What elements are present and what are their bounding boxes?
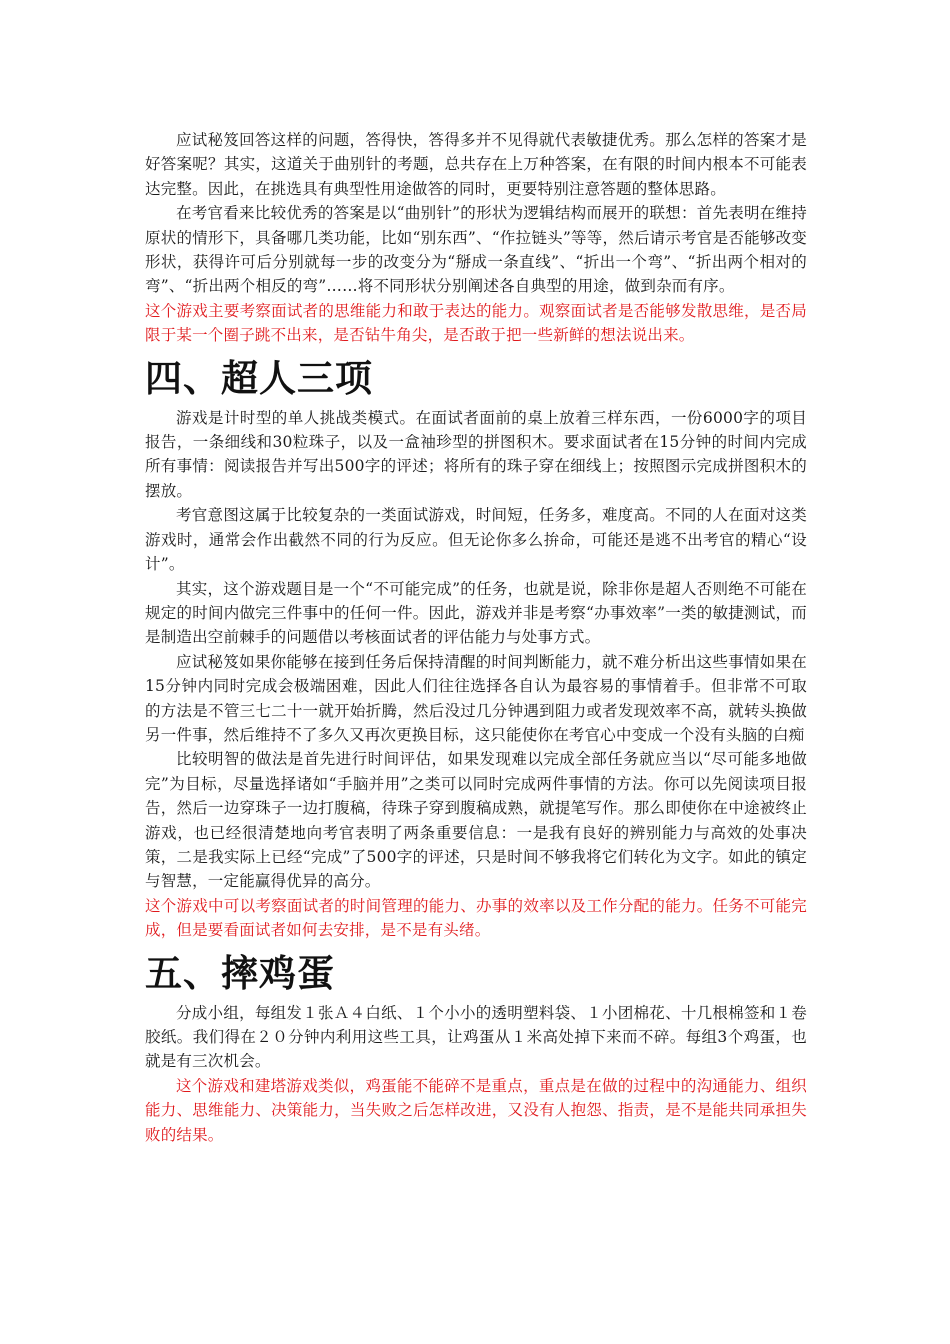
paragraph-smart-approach: 比较明智的做法是首先进行时间评估，如果发现难以完成全部任务就应当以“尽可能多地做完”为目标，尽量选择诸如“手脑并用”之类可以同时完成两件事情的方法。你可以先阅读项目报告，然后一边穿珠子一边打腹稿，待珠子穿到腹稿成熟，就提笔写作。那么即使你在中途被终止游戏，也已经很清楚地向考官表明了两条重要信息：一是我有良好的辨别能力与高效的处事决策，二是我实际上已经“完成”了500字的评述，只是时间不够我将它们转化为文字。如此的镇定与智慧，一定能赢得优异的高分。 — [145, 750, 807, 891]
note-superman-game: 这个游戏中可以考察面试者的时间管理的能力、办事的效率以及工作分配的能力。任务不可能完成，但是要看面试者如何去安排，是不是有头绪。 — [145, 896, 807, 940]
paragraph-answer-tips: 应试秘笈回答这样的问题，答得快，答得多并不见得就代表敏捷优秀。那么怎样的答案才是好答案呢？其实，这道关于曲别针的考题，总共存在上万种答案，在有限的时间内根本不可能表达完整。因此，在挑选具有典型性用途做答的同时，更要特别注意答题的整体思路。 — [145, 131, 807, 198]
paragraph-tips-time-judgement: 应试秘笈如果你能够在接到任务后保持清醒的时间判断能力，就不难分析出这些事情如果在15分钟内同时完成会极端困难，因此人们往往选择各自认为最容易的事情着手。但非常不可取的方法是不管三七二十一就开始折腾，然后没过几分钟遇到阻力或者发现效率不高，就转头换做另一件事，然后维持不了多久又再次更换目标，这只能使你在考官心中变成一个没有头脑的白痴 — [145, 652, 807, 744]
paragraph-examiner-intent: 考官意图这属于比较复杂的一类面试游戏，时间短，任务多，难度高。不同的人在面对这类游戏时，通常会作出截然不同的行为反应。但无论你多么拚命，可能还是逃不出考官的精心“设计”。 — [145, 506, 807, 574]
heading-egg-drop: 五、摔鸡蛋 — [145, 950, 335, 995]
note-egg-drop-game: 这个游戏和建塔游戏类似，鸡蛋能不能碎不是重点，重点是在做的过程中的沟通能力、组织能力、思维能力、决策能力，当失败之后怎样改进，又没有人抱怨、指责，是不是能共同承担失败的结果。 — [145, 1076, 807, 1144]
note-paperclip-game: 这个游戏主要考察面试者的思维能力和敢于表达的能力。观察面试者是否能够发散思维，是否局限于某一个圈子跳不出来，是否钻牛角尖，是否敢于把一些新鲜的想法说出来。 — [145, 301, 807, 345]
paragraph-examiner-view: 在考官看来比较优秀的答案是以“曲别针”的形状为逻辑结构而展开的联想：首先表明在维持原状的情形下，具备哪几类功能，比如“别东西”、“作拉链头”等等，然后请示考官是否能够改变形状，获得许可后分别就每一步的改变分为“掰成一条直线”、“折出一个弯”、“折出两个相对的弯”、“折出两个相反的弯”……将不同形状分别阐述各自典型的用途，做到杂而有序。 — [145, 204, 807, 296]
paragraph-game-rules: 游戏是计时型的单人挑战类模式。在面试者面前的桌上放着三样东西，一份6000字的项目报告，一条细线和30粒珠子，以及一盒袖珍型的拼图积木。要求面试者在15分钟的时间内完成所有事情：阅读报告并写出500字的评述；将所有的珠子穿在细线上；按照图示完成拼图积木的摆放。 — [145, 408, 807, 500]
paragraph-egg-drop-rules: 分成小组，每组发１张Ａ４白纸、１个小小的透明塑料袋、１小团棉花、十几根棉签和１卷胶纸。我们得在２０分钟内利用这些工具，让鸡蛋从１米高处掉下来而不碎。每组3个鸡蛋，也就是有三次机会。 — [145, 1003, 807, 1071]
document-page — [145, 128, 807, 1147]
paragraph-impossible-task: 其实，这个游戏题目是一个“不可能完成”的任务，也就是说，除非你是超人否则绝不可能在规定的时间内做完三件事中的任何一件。因此，游戏并非是考察“办事效率”一类的敏捷测试，而是制造出空前棘手的问题借以考核面试者的评估能力与处事方式。 — [145, 579, 807, 647]
heading-superman-triathlon: 四、超人三项 — [145, 355, 373, 400]
